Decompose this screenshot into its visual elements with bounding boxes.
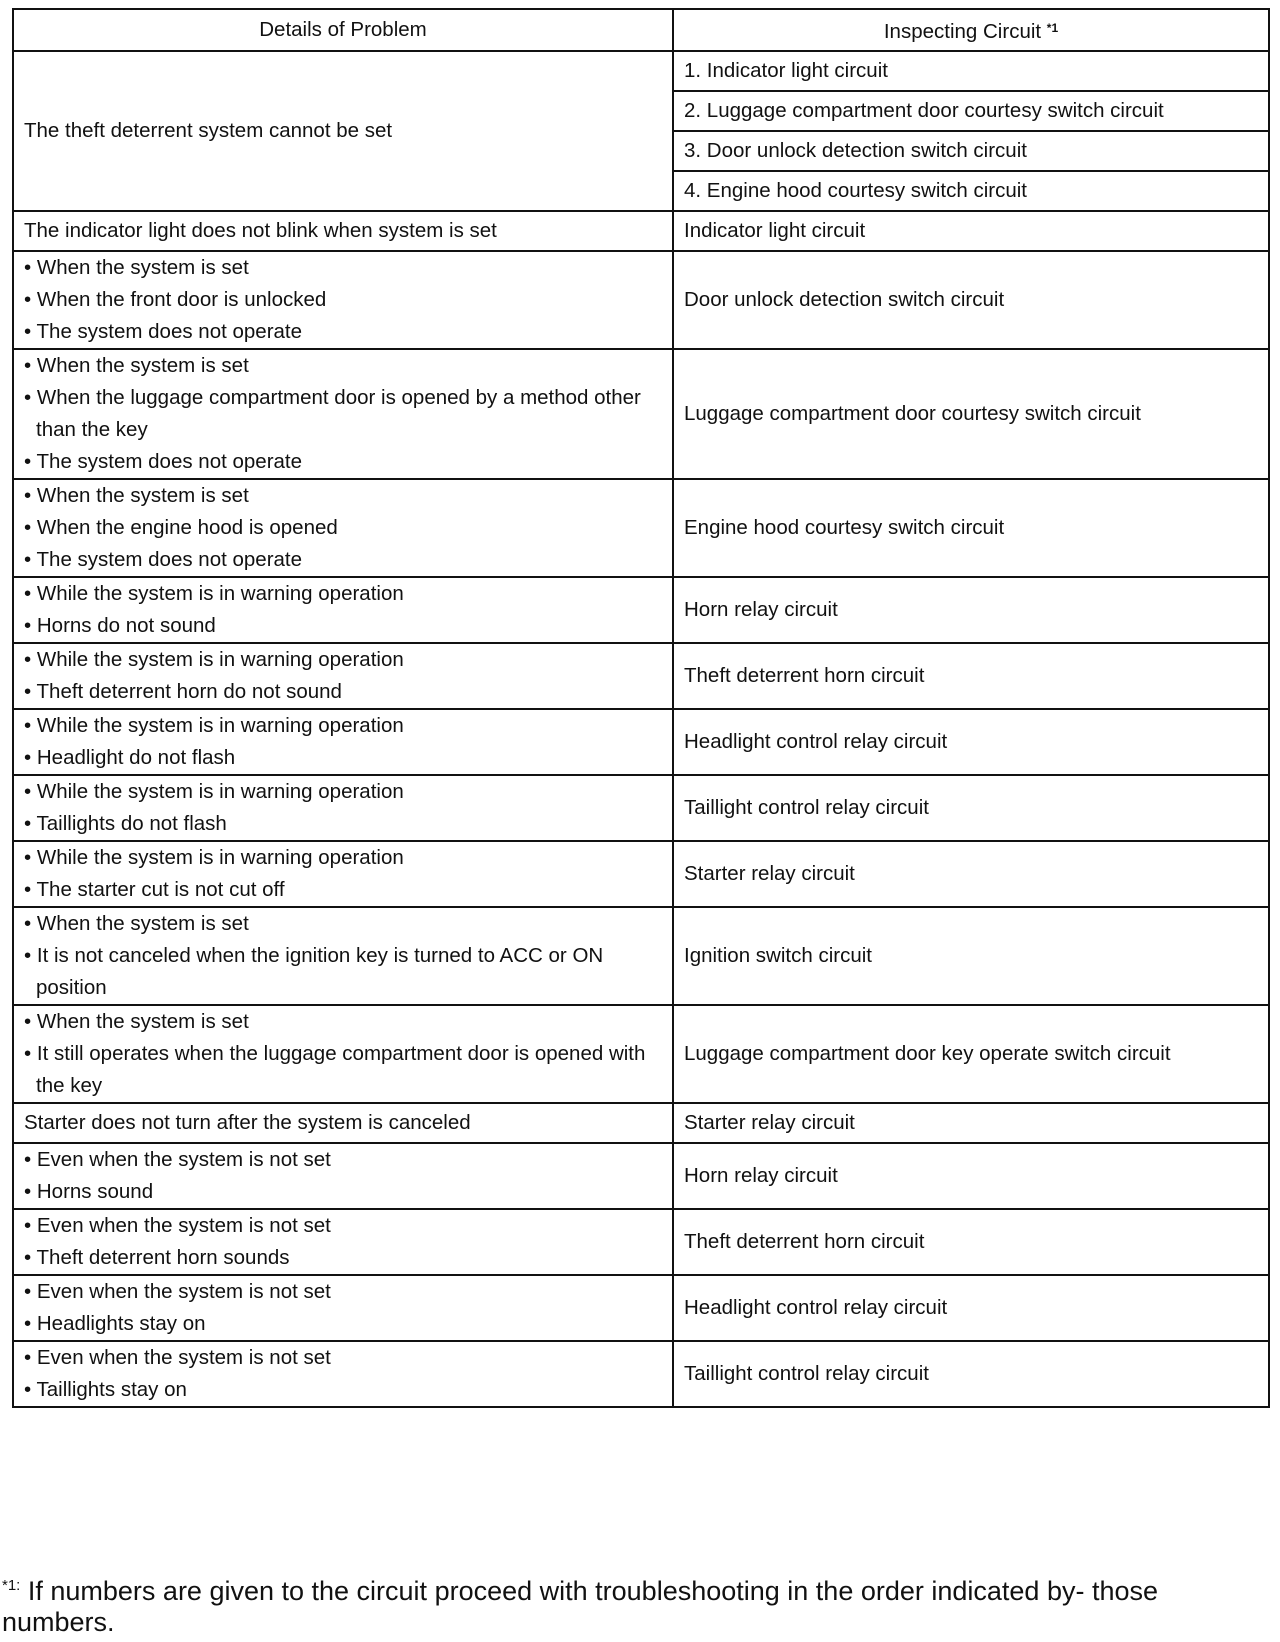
problem-bullet: • The system does not operate bbox=[24, 316, 662, 348]
table-body bbox=[13, 51, 1269, 1407]
circuit-cell: Indicator light circuit bbox=[673, 211, 1269, 251]
table-row bbox=[13, 577, 1269, 643]
table-header-row bbox=[13, 9, 1269, 51]
problem-bullet: • Headlights stay on bbox=[24, 1308, 662, 1340]
table-row bbox=[13, 1143, 1269, 1209]
problem-cell bbox=[13, 841, 673, 907]
circuit-cell: Engine hood courtesy switch circuit bbox=[673, 479, 1269, 577]
header-inspecting-circuit bbox=[673, 9, 1269, 51]
table-row bbox=[13, 775, 1269, 841]
problem-bullet: • The starter cut is not cut off bbox=[24, 874, 662, 906]
table-row bbox=[13, 1209, 1269, 1275]
header-details-of-problem: Details of Problem bbox=[13, 9, 673, 51]
circuit-cell: Headlight control relay circuit bbox=[673, 709, 1269, 775]
circuit-cell: Headlight control relay circuit bbox=[673, 1275, 1269, 1341]
table-row bbox=[13, 907, 1269, 1005]
problem-cell: Starter does not turn after the system is canceled bbox=[13, 1103, 673, 1143]
problem-bullet: • When the system is set bbox=[24, 908, 662, 940]
table-row bbox=[13, 51, 1269, 91]
problem-bullet: • While the system is in warning operation bbox=[24, 776, 662, 808]
table-row bbox=[13, 211, 1269, 251]
problem-bullet: • Theft deterrent horn sounds bbox=[24, 1242, 662, 1274]
problem-cell bbox=[13, 577, 673, 643]
table-row bbox=[13, 1005, 1269, 1103]
problem-cell bbox=[13, 907, 673, 1005]
circuit-cell: 1. Indicator light circuit bbox=[673, 51, 1269, 91]
problem-cell bbox=[13, 251, 673, 349]
footnote-marker: *1 bbox=[1046, 21, 1059, 35]
circuit-cell: Taillight control relay circuit bbox=[673, 775, 1269, 841]
circuit-cell: Luggage compartment door key operate switch circuit bbox=[673, 1005, 1269, 1103]
problem-bullet: • While the system is in warning operation bbox=[24, 710, 662, 742]
circuit-cell: Theft deterrent horn circuit bbox=[673, 643, 1269, 709]
problem-bullet: • When the system is set bbox=[24, 350, 662, 382]
problem-bullet: • Theft deterrent horn do not sound bbox=[24, 676, 662, 708]
problem-cell bbox=[13, 709, 673, 775]
circuit-cell: Starter relay circuit bbox=[673, 1103, 1269, 1143]
problem-cell bbox=[13, 643, 673, 709]
problem-cell bbox=[13, 775, 673, 841]
footnote-text: If numbers are given to the circuit proceed with troubleshooting in the order indicated by- those numbers. bbox=[2, 1576, 1159, 1637]
problem-bullet: • Taillights do not flash bbox=[24, 808, 662, 840]
problem-bullet: • While the system is in warning operation bbox=[24, 578, 662, 610]
header-inspecting-circuit-label: Inspecting Circuit bbox=[883, 20, 1042, 43]
footnote bbox=[2, 1570, 1272, 1638]
footnote-marker: *1: bbox=[2, 1577, 21, 1594]
problem-bullet: • It still operates when the luggage compartment door is opened with the key bbox=[24, 1038, 662, 1102]
problem-cell bbox=[13, 1143, 673, 1209]
circuit-cell: 2. Luggage compartment door courtesy switch circuit bbox=[673, 91, 1269, 131]
problem-bullet: • Horns sound bbox=[24, 1176, 662, 1208]
problem-bullet: • It is not canceled when the ignition key is turned to ACC or ON position bbox=[24, 940, 662, 1004]
table-row bbox=[13, 1341, 1269, 1407]
problem-cell bbox=[13, 1209, 673, 1275]
problem-bullet: • While the system is in warning operation bbox=[24, 644, 662, 676]
problem-cell bbox=[13, 1005, 673, 1103]
problem-bullet: • When the engine hood is opened bbox=[24, 512, 662, 544]
table-row bbox=[13, 1275, 1269, 1341]
problem-bullet: • Even when the system is not set bbox=[24, 1342, 662, 1374]
circuit-cell: Taillight control relay circuit bbox=[673, 1341, 1269, 1407]
circuit-cell: Horn relay circuit bbox=[673, 1143, 1269, 1209]
problem-bullet: • The system does not operate bbox=[24, 446, 662, 478]
problem-bullet: • Horns do not sound bbox=[24, 610, 662, 642]
table-row bbox=[13, 1103, 1269, 1143]
circuit-cell: Door unlock detection switch circuit bbox=[673, 251, 1269, 349]
problem-cell bbox=[13, 1275, 673, 1341]
problem-bullet: • The system does not operate bbox=[24, 544, 662, 576]
table-row bbox=[13, 251, 1269, 349]
circuit-cell: Horn relay circuit bbox=[673, 577, 1269, 643]
problem-bullet: • When the system is set bbox=[24, 480, 662, 512]
problem-bullet: • While the system is in warning operation bbox=[24, 842, 662, 874]
table-row bbox=[13, 479, 1269, 577]
circuit-cell: Theft deterrent horn circuit bbox=[673, 1209, 1269, 1275]
troubleshooting-table bbox=[12, 8, 1270, 1408]
problem-bullet: • Even when the system is not set bbox=[24, 1210, 662, 1242]
problem-bullet: • Even when the system is not set bbox=[24, 1144, 662, 1176]
circuit-cell: 4. Engine hood courtesy switch circuit bbox=[673, 171, 1269, 211]
problem-cell: The theft deterrent system cannot be set bbox=[13, 51, 673, 211]
problem-bullet: • When the system is set bbox=[24, 1006, 662, 1038]
table-row bbox=[13, 841, 1269, 907]
problem-cell bbox=[13, 479, 673, 577]
circuit-cell: 3. Door unlock detection switch circuit bbox=[673, 131, 1269, 171]
problem-bullet: • When the front door is unlocked bbox=[24, 284, 662, 316]
circuit-cell: Ignition switch circuit bbox=[673, 907, 1269, 1005]
problem-cell bbox=[13, 349, 673, 479]
table-row bbox=[13, 349, 1269, 479]
table-row bbox=[13, 709, 1269, 775]
problem-bullet: • When the system is set bbox=[24, 252, 662, 284]
problem-cell bbox=[13, 1341, 673, 1407]
circuit-cell: Luggage compartment door courtesy switch circuit bbox=[673, 349, 1269, 479]
problem-bullet: • Headlight do not flash bbox=[24, 742, 662, 774]
problem-bullet: • Even when the system is not set bbox=[24, 1276, 662, 1308]
circuit-cell: Starter relay circuit bbox=[673, 841, 1269, 907]
problem-cell: The indicator light does not blink when system is set bbox=[13, 211, 673, 251]
table-row bbox=[13, 643, 1269, 709]
problem-bullet: • When the luggage compartment door is opened by a method other than the key bbox=[24, 382, 662, 446]
problem-bullet: • Taillights stay on bbox=[24, 1374, 662, 1406]
